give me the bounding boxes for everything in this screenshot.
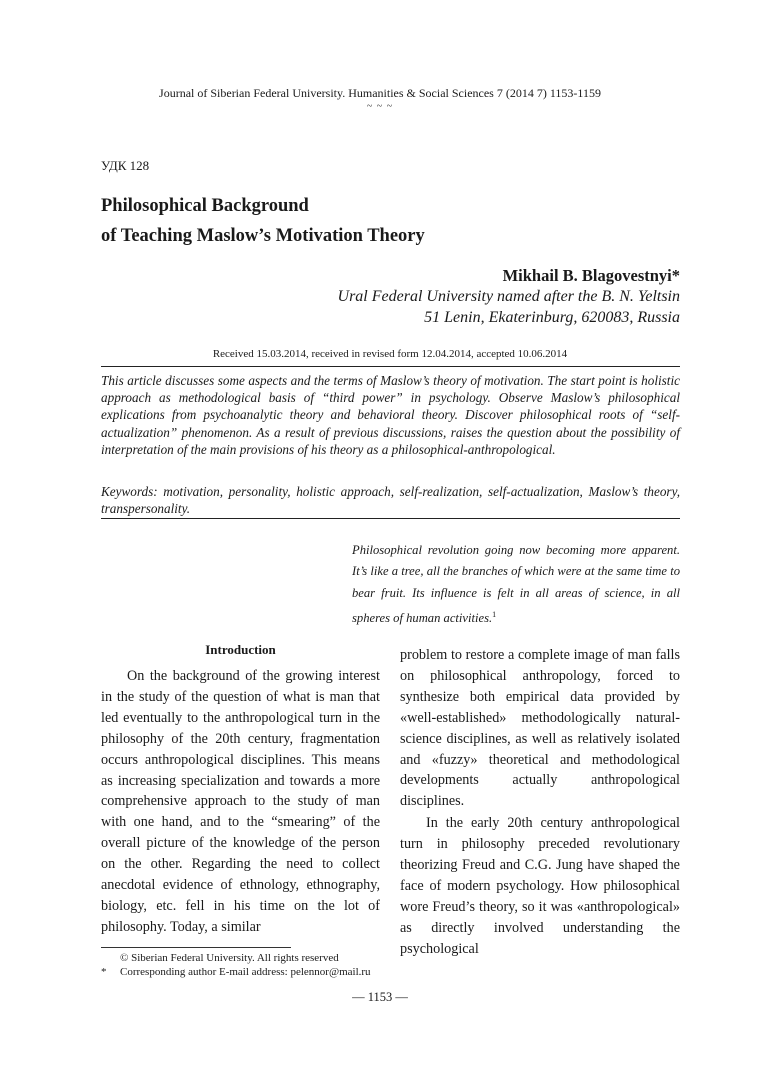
journal-header: Journal of Siberian Federal University. Humanities & Social Sciences 7 (2014 7) 1153-1159 xyxy=(159,86,601,100)
epigraph-text: Philosophical revolution going now becoming more apparent. It’s like a tree, all the branches of which were at the same time to bear fruit. Its influence is felt in all areas of science, in all spheres of human activities. xyxy=(352,543,680,626)
received-dates: Received 15.03.2014, received in revised form 12.04.2014, accepted 10.06.2014 xyxy=(212,348,568,360)
epigraph xyxy=(352,540,680,629)
footnote-reference[interactable]: 1 xyxy=(492,609,497,619)
article-title-line-1: Philosophical Background xyxy=(101,196,309,216)
article-title-line-2: of Teaching Maslow’s Motivation Theory xyxy=(101,226,425,246)
header-ornament: ~ ~ ~ xyxy=(366,101,394,112)
footnote-asterisk: * xyxy=(101,966,107,978)
affiliation-line-1: Ural Federal University named after the B. N. Yeltsin xyxy=(337,288,680,305)
keywords: Keywords: motivation, personality, holistic approach, self-realization, self-actualization, Maslow’s theory, transpersonality. xyxy=(101,484,680,517)
abstract: This article discusses some aspects and the terms of Maslow’s theory of motivation. The start point is holistic approach as methodological basis of “third power” in psychology. Observe Maslow’s philosophical explications from psychoanalytic theory and behavioral theory. Discover philosophical roots of “self-actualization” phenomenon. As a result of previous discussions, raises the question about the possibility of interpretation of the main provisions of his theory as a philosophical-anthropological. xyxy=(101,373,680,457)
udk-code: УДК 128 xyxy=(101,158,150,173)
footnote-rule xyxy=(101,947,291,948)
footnote-copyright: © Siberian Federal University. All rights reserved xyxy=(120,952,339,964)
paragraph: In the early 20th century anthropological turn in philosophy preceded revolutionary theorizing Freud and C.G. Jung have shaped the face of modern psychology. How philosophical wore Freud’s theory, so it was «anthropological» as directly involved understanding the psychological xyxy=(400,815,680,957)
body-column-right xyxy=(400,645,680,960)
author-name: Mikhail B. Blagovestnyi* xyxy=(502,266,680,285)
paragraph: problem to restore a complete image of man falls on philosophical anthropology, forced to synthesize both empirical data provided by «well-established» methodologically natural-science disciplines, as well as relatively isolated and «fuzzy» theoretical and methodological developments actually anthropological disciplines. xyxy=(400,647,680,810)
page-number: — 1153 — xyxy=(352,990,408,1004)
body-column-left xyxy=(101,666,380,938)
affiliation-line-2: 51 Lenin, Ekaterinburg, 620083, Russia xyxy=(424,309,680,326)
abstract-bottom-rule xyxy=(101,518,680,519)
abstract-top-rule xyxy=(101,366,680,367)
footnote-corresponding-author: Corresponding author E-mail address: pelennor@mail.ru xyxy=(120,966,371,978)
section-heading-introduction: Introduction xyxy=(205,642,276,657)
paragraph: On the background of the growing interest in the study of the question of what is man that led eventually to the anthropological turn in the philosophy of the 20th century, fragmentation occurs anthropological disciplines. This means as increasing specialization and towards a more comprehensive approach to the study of man with one hand, and to the “smearing” of the overall picture of the knowledge of the person on the other. Regarding the need to collect anecdotal evidence of ethnology, ethnography, biology, etc. fell in his time on the lot of philosophy. Today, a similar xyxy=(101,668,380,935)
